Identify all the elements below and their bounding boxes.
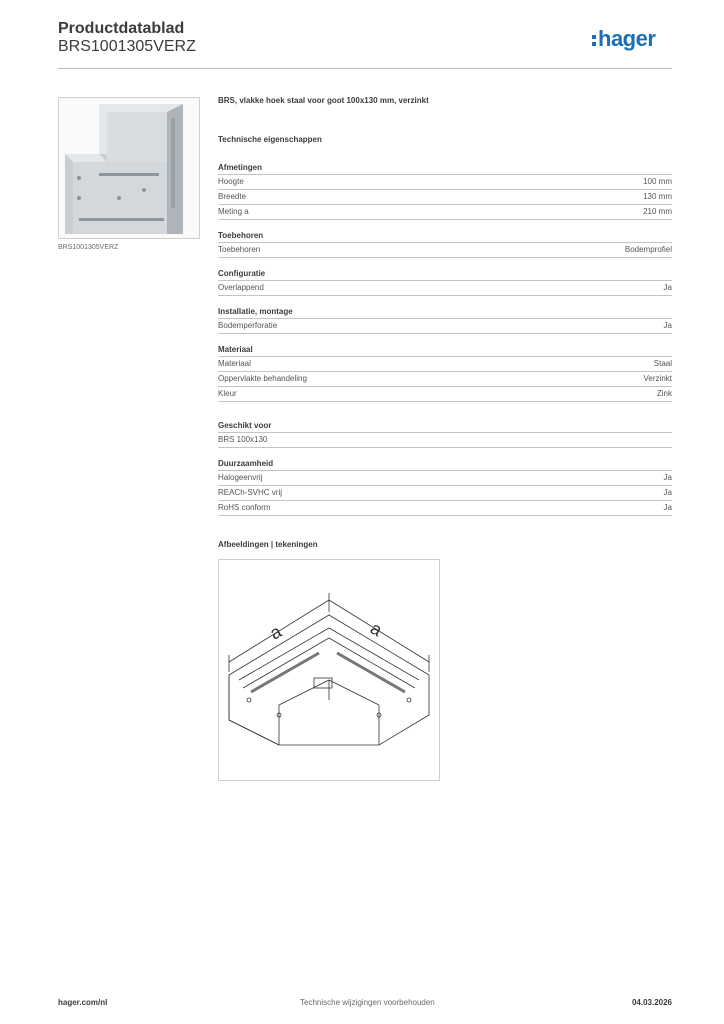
spec-row [218,356,672,371]
dimension-label-left: a [266,621,285,644]
spec-group [218,420,672,448]
spec-group-title: Afmetingen [218,163,262,172]
header-divider [58,68,672,69]
spec-value: Ja [663,488,672,497]
corner-piece-photo-icon [59,98,199,238]
spec-label: Hoogte [218,177,244,186]
spec-section [218,96,672,526]
spec-label: Materiaal [218,359,251,368]
spec-group [218,458,672,516]
drawings-title: Afbeeldingen | tekeningen [218,540,318,549]
spec-groups [218,162,672,402]
spec-group [218,230,672,258]
spec-group-title: Materiaal [218,345,253,354]
spec-label: RoHS conform [218,503,271,512]
spec-label: Toebehoren [218,245,261,254]
spec-value: Verzinkt [643,374,672,383]
spec-value: Bodemprofiel [624,245,672,254]
spec-value: 210 mm [643,207,672,216]
logo-text: hager [598,26,656,51]
spec-group-title: Toebehoren [218,231,264,240]
product-description: BRS, vlakke hoek staal voor goot 100x130 mm, verzinkt [218,96,429,105]
spec-group [218,162,672,220]
logo-colon-icon [592,33,596,47]
spec-label: Bodemperforatie [218,321,278,330]
spec-value: 130 mm [643,192,672,201]
spec-row [218,371,672,386]
page-title: Productdatablad [58,20,185,37]
spec-group [218,344,672,402]
product-code: BRS1001305VERZ [58,38,196,55]
spec-row [218,242,672,258]
spec-value: Zink [656,389,672,398]
footer-date: 04.03.2026 [631,998,672,1007]
spec-row [218,318,672,334]
extra-groups [218,420,672,516]
spec-group-title: Configuratie [218,269,266,278]
spec-row [218,174,672,189]
spec-value: Ja [663,503,672,512]
tech-properties-title: Technische eigenschappen [218,135,322,144]
spec-label: Breedte [218,192,247,201]
spec-label: Kleur [218,389,237,398]
spec-row [218,280,672,296]
spec-row [218,432,672,448]
spec-value: Staal [653,359,672,368]
spec-label: Overlappend [218,283,264,292]
spec-row [218,470,672,485]
footer-website-link[interactable]: hager.com/nl [58,998,108,1007]
spec-row [218,189,672,204]
technical-drawing [218,559,440,781]
spec-group-title: Duurzaamheid [218,459,274,468]
spec-label: Halogeenvrij [218,473,263,482]
spec-group [218,306,672,334]
spec-value: Ja [663,321,672,330]
dimension-label-right: a [367,617,386,641]
spec-group-title: Installatie, montage [218,307,293,316]
spec-value: Ja [663,283,672,292]
spec-group [218,268,672,296]
spec-value: 100 mm [643,177,672,186]
photo-caption: BRS1001305VERZ [58,244,119,251]
spec-row [218,500,672,516]
hager-logo [592,26,655,52]
spec-value: Ja [663,473,672,482]
spec-row [218,204,672,220]
spec-label: BRS 100x130 [218,435,268,444]
spec-label: REACh-SVHC vrij [218,488,283,497]
footer-disclaimer: Technische wijzigingen voorbehouden [300,998,435,1007]
spec-row [218,485,672,500]
spec-row [218,386,672,402]
spec-label: Oppervlakte behandeling [218,374,307,383]
product-photo [58,97,200,239]
spec-label: Meting a [218,207,249,216]
corner-drawing-icon [219,560,439,780]
spec-group-title: Geschikt voor [218,421,272,430]
